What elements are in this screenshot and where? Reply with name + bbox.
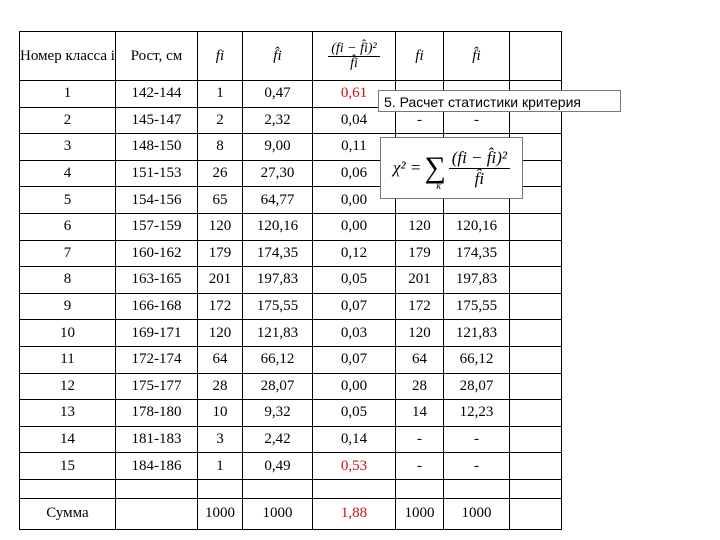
table-row [20, 426, 562, 453]
blank-cell [395, 479, 443, 498]
row-fi-hat-grouped: 174,35 [443, 240, 509, 267]
row-height-range: 169-171 [115, 320, 197, 347]
row-height-range: 181-183 [115, 426, 197, 453]
blank-cell [197, 479, 242, 498]
row-fi-hat-grouped: 66,12 [443, 346, 509, 373]
row-height-range: 151-153 [115, 160, 197, 187]
header-fi: fi [197, 32, 242, 81]
row-fi-hat: 9,00 [242, 134, 312, 161]
header-height: Рост, см [115, 32, 197, 81]
row-fi-hat: 0,49 [242, 453, 312, 480]
row-height-range: 148-150 [115, 134, 197, 161]
row-height-range: 157-159 [115, 213, 197, 240]
row-chi-term: 0,04 [312, 107, 395, 134]
table-row [20, 373, 562, 400]
row-height-range: 163-165 [115, 267, 197, 294]
row-chi-term: 0,05 [312, 400, 395, 427]
row-fi-hat-grouped: 12,23 [443, 400, 509, 427]
row-empty-cell [509, 267, 561, 294]
row-fi-hat: 175,55 [242, 293, 312, 320]
sum-label: Сумма [20, 498, 116, 529]
row-fi: 26 [197, 160, 242, 187]
row-fi-hat: 197,83 [242, 267, 312, 294]
row-fi: 120 [197, 213, 242, 240]
row-empty-cell [509, 426, 561, 453]
formula-lhs: χ² = [393, 158, 422, 177]
row-fi: 10 [197, 400, 242, 427]
sum-fi-hat-grouped: 1000 [443, 498, 509, 529]
row-fi: 1 [197, 453, 242, 480]
row-fi: 3 [197, 426, 242, 453]
chi-square-formula [380, 137, 523, 199]
row-fi-grouped: 179 [395, 240, 443, 267]
row-fi-hat: 64,77 [242, 187, 312, 214]
row-class-number: 15 [20, 453, 116, 480]
blank-row [20, 479, 562, 498]
blank-cell [509, 479, 561, 498]
row-fi-hat-grouped: 197,83 [443, 267, 509, 294]
row-empty-cell [509, 320, 561, 347]
sum-empty-last [509, 498, 561, 529]
table-row [20, 320, 562, 347]
row-class-number: 2 [20, 107, 116, 134]
row-empty-cell [509, 346, 561, 373]
row-class-number: 6 [20, 213, 116, 240]
table-row [20, 293, 562, 320]
row-empty-cell [509, 213, 561, 240]
row-chi-term: 0,00 [312, 373, 395, 400]
row-fi-hat: 9,32 [242, 400, 312, 427]
row-fi: 1 [197, 81, 242, 108]
row-class-number: 5 [20, 187, 116, 214]
row-class-number: 14 [20, 426, 116, 453]
row-chi-term: 0,53 [312, 453, 395, 480]
row-class-number: 1 [20, 81, 116, 108]
header-chi-term [312, 32, 395, 81]
row-fi-hat: 121,83 [242, 320, 312, 347]
sum-empty [115, 498, 197, 529]
chi-term-denominator: f̂i [350, 55, 358, 71]
row-class-number: 9 [20, 293, 116, 320]
table-row [20, 240, 562, 267]
blank-cell [312, 479, 395, 498]
chi-term-fraction [328, 42, 380, 71]
row-fi: 120 [197, 320, 242, 347]
table-row [20, 213, 562, 240]
row-class-number: 8 [20, 267, 116, 294]
blank-cell [242, 479, 312, 498]
row-fi-hat-grouped: - [443, 426, 509, 453]
row-fi-hat: 2,42 [242, 426, 312, 453]
row-empty-cell [509, 240, 561, 267]
sum-chi: 1,88 [312, 498, 395, 529]
row-fi-grouped: 28 [395, 373, 443, 400]
formula-numerator: (fi − f̂i)² [449, 148, 510, 169]
row-height-range: 166-168 [115, 293, 197, 320]
sum-fi: 1000 [197, 498, 242, 529]
header-fi-hat-grouped: f̂i [443, 32, 509, 81]
row-height-range: 178-180 [115, 400, 197, 427]
header-fi-grouped: fi [395, 32, 443, 81]
table-row [20, 346, 562, 373]
row-chi-term: 0,61 [312, 81, 395, 108]
row-fi-hat-grouped: 121,83 [443, 320, 509, 347]
row-fi-hat: 66,12 [242, 346, 312, 373]
row-chi-term: 0,07 [312, 293, 395, 320]
blank-cell [115, 479, 197, 498]
step-caption: 5. Расчет статистики критерия [378, 90, 621, 112]
sum-sigma: ∑ [424, 151, 446, 184]
row-fi-grouped: 201 [395, 267, 443, 294]
row-fi-grouped: - [395, 453, 443, 480]
sum-symbol [424, 151, 446, 192]
row-height-range: 142-144 [115, 81, 197, 108]
row-height-range: 175-177 [115, 373, 197, 400]
chi-term-numerator: (fi − f̂i)² [328, 42, 380, 57]
row-class-number: 3 [20, 134, 116, 161]
sum-row [20, 498, 562, 529]
sum-fi-grouped: 1000 [395, 498, 443, 529]
row-class-number: 12 [20, 373, 116, 400]
row-fi: 172 [197, 293, 242, 320]
blank-cell [443, 479, 509, 498]
row-chi-term: 0,12 [312, 240, 395, 267]
row-fi-hat: 120,16 [242, 213, 312, 240]
row-fi: 64 [197, 346, 242, 373]
formula-fraction [449, 148, 510, 189]
row-fi-hat: 174,35 [242, 240, 312, 267]
table-header-row [20, 32, 562, 81]
row-height-range: 160-162 [115, 240, 197, 267]
row-fi-hat-grouped: - [443, 453, 509, 480]
row-fi-grouped: 64 [395, 346, 443, 373]
row-fi: 2 [197, 107, 242, 134]
row-fi-grouped: 172 [395, 293, 443, 320]
row-empty-cell [509, 293, 561, 320]
row-chi-term: 0,05 [312, 267, 395, 294]
row-fi-hat-grouped: - [443, 107, 509, 134]
header-empty [509, 32, 561, 81]
row-fi-grouped: 120 [395, 213, 443, 240]
row-chi-term: 0,11 [312, 134, 395, 161]
row-empty-cell [509, 373, 561, 400]
row-fi-hat-grouped: 28,07 [443, 373, 509, 400]
row-chi-term: 0,00 [312, 187, 395, 214]
header-class-number: Номер класса i [20, 32, 116, 81]
row-fi-grouped: - [395, 426, 443, 453]
row-fi: 179 [197, 240, 242, 267]
row-fi: 201 [197, 267, 242, 294]
row-chi-term: 0,07 [312, 346, 395, 373]
row-fi-hat-grouped: 175,55 [443, 293, 509, 320]
row-class-number: 7 [20, 240, 116, 267]
sum-fi-hat: 1000 [242, 498, 312, 529]
sum-index: k [436, 181, 441, 192]
row-fi: 28 [197, 373, 242, 400]
row-fi-hat: 27,30 [242, 160, 312, 187]
row-fi-grouped: 14 [395, 400, 443, 427]
row-fi-hat: 0,47 [242, 81, 312, 108]
row-chi-term: 0,03 [312, 320, 395, 347]
table-row [20, 400, 562, 427]
row-empty-cell [509, 453, 561, 480]
table-row [20, 453, 562, 480]
header-fi-hat: f̂i [242, 32, 312, 81]
row-height-range: 184-186 [115, 453, 197, 480]
row-chi-term: 0,14 [312, 426, 395, 453]
row-height-range: 172-174 [115, 346, 197, 373]
row-height-range: 145-147 [115, 107, 197, 134]
row-fi: 65 [197, 187, 242, 214]
row-chi-term: 0,00 [312, 213, 395, 240]
row-chi-term: 0,06 [312, 160, 395, 187]
row-fi-hat-grouped: 120,16 [443, 213, 509, 240]
row-empty-cell [509, 400, 561, 427]
formula-denominator: f̂i [474, 168, 485, 188]
row-fi-grouped: 120 [395, 320, 443, 347]
row-class-number: 11 [20, 346, 116, 373]
blank-cell [20, 479, 116, 498]
row-class-number: 4 [20, 160, 116, 187]
row-class-number: 13 [20, 400, 116, 427]
row-fi-grouped: - [395, 107, 443, 134]
row-fi: 8 [197, 134, 242, 161]
row-fi-hat: 28,07 [242, 373, 312, 400]
row-height-range: 154-156 [115, 187, 197, 214]
row-fi-hat: 2,32 [242, 107, 312, 134]
table-row [20, 267, 562, 294]
row-class-number: 10 [20, 320, 116, 347]
